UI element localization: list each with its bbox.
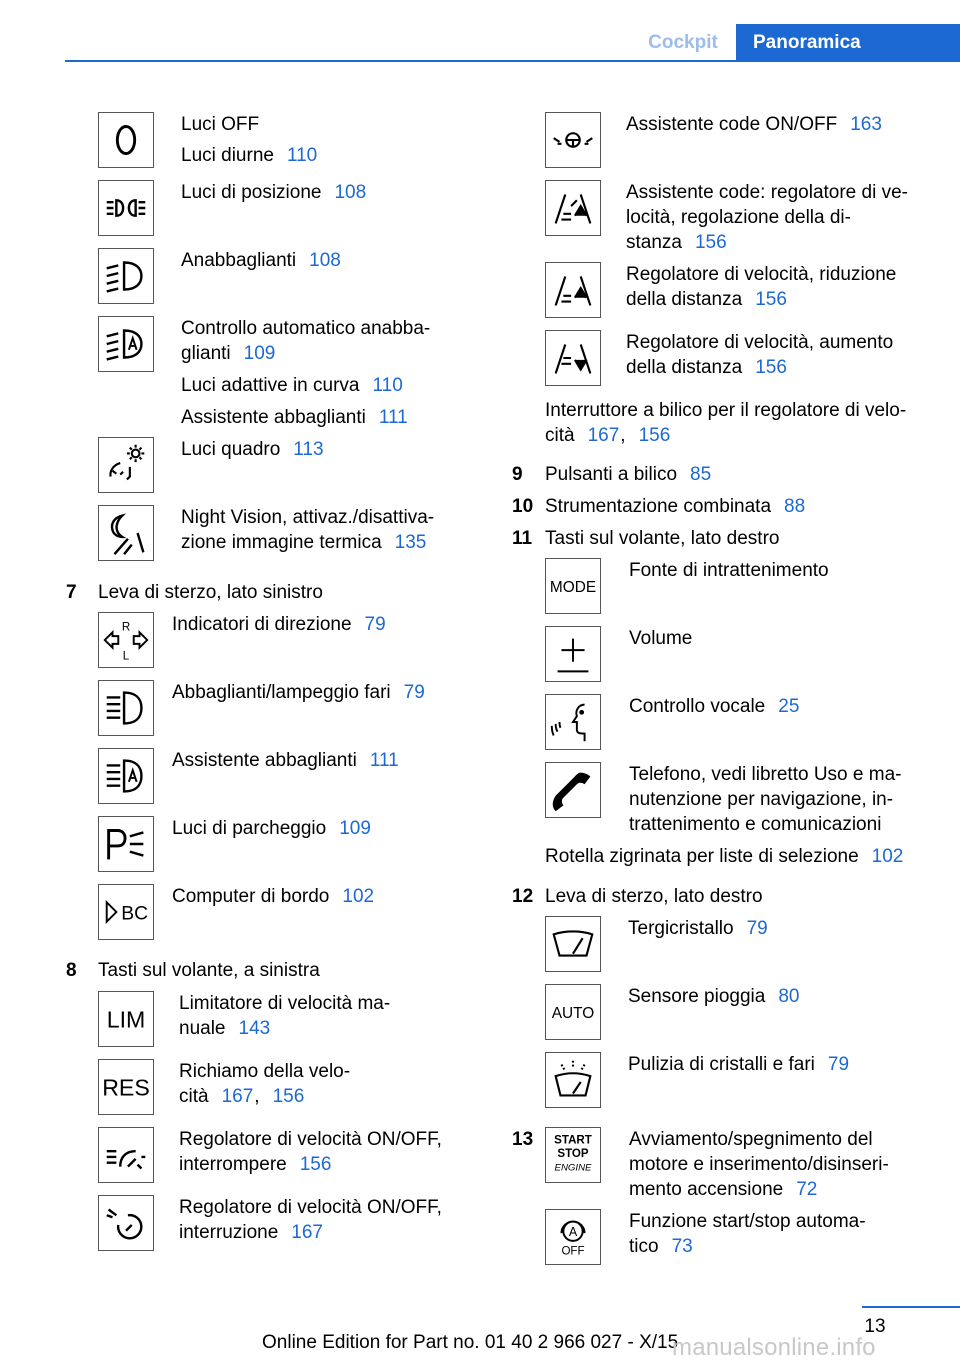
item-text: cità 167, 156 — [179, 1086, 305, 1107]
item-text: Luci adattive in curva 110 — [181, 375, 403, 396]
item-text: Luci di parcheggio 109 — [172, 818, 371, 839]
item-text: glianti 109 — [181, 343, 276, 364]
instrument-lighting-icon — [98, 437, 154, 493]
wiper-icon — [545, 916, 601, 972]
page-ref-link[interactable]: 79 — [364, 614, 386, 635]
washer-icon — [545, 1052, 601, 1108]
svg-text:A: A — [568, 1225, 578, 1240]
item-text: Abbaglianti/lampeggio fari 79 — [172, 682, 425, 703]
section-title: Leva di sterzo, lato destro — [545, 886, 763, 907]
page-ref-link[interactable]: 156 — [299, 1154, 332, 1175]
item-text: Night Vision, attivaz./disattiva- — [181, 507, 435, 528]
page-ref-link[interactable]: 80 — [778, 986, 800, 1007]
item-text: mento accensione 72 — [629, 1179, 818, 1200]
item-text: Controllo vocale 25 — [629, 696, 800, 717]
onboard-computer-icon — [98, 884, 154, 940]
item-text: della distanza 156 — [626, 289, 787, 310]
page-ref-link[interactable]: 156 — [638, 425, 671, 446]
section-title: Tasti sul volante, a sinistra — [98, 960, 320, 981]
page-ref-link[interactable]: 167 — [291, 1222, 323, 1243]
item-text: zione immagine termica 135 — [181, 532, 427, 553]
svg-text:RES: RES — [102, 1074, 150, 1101]
page-ref-link[interactable]: 109 — [243, 343, 276, 364]
page-ref-link[interactable]: 163 — [850, 114, 882, 135]
item-text: Richiamo della velo- — [179, 1061, 351, 1082]
section-number: 10 — [512, 496, 534, 517]
header-rule — [65, 60, 960, 62]
item-text: Rotella zigrinata per liste di selezione 102 — [545, 846, 904, 867]
item-text: Assistente abbaglianti 111 — [181, 407, 408, 428]
high-beam-assistant-icon — [98, 748, 154, 804]
volume-icon[interactable] — [545, 626, 601, 682]
item-text: Regolatore di velocità ON/OFF, — [179, 1197, 442, 1218]
svg-text:L: L — [122, 650, 130, 663]
svg-text:AUTO: AUTO — [551, 1004, 595, 1022]
item-text: Sensore pioggia 80 — [628, 986, 800, 1007]
item-text: cità 167, 156 — [545, 425, 671, 446]
section-number: 7 — [66, 582, 77, 603]
cruise-control-icon[interactable] — [98, 1127, 154, 1183]
section-number: 11 — [512, 528, 533, 549]
page-number: 13 — [864, 1316, 886, 1337]
item-text: nutenzione per navigazione, in- — [629, 789, 894, 810]
svg-text:LIM: LIM — [106, 1006, 146, 1033]
section-title: Pulsanti a bilico 85 — [545, 464, 712, 485]
high-beam-icon — [98, 680, 154, 736]
item-text: Pulizia di cristalli e fari 79 — [628, 1054, 850, 1075]
page-ref-link[interactable]: 108 — [334, 182, 367, 203]
section-title: Leva di sterzo, lato sinistro — [98, 582, 323, 603]
page-ref-link[interactable]: 113 — [293, 439, 324, 460]
item-text: Limitatore di velocità ma- — [179, 993, 391, 1014]
item-text: motore e inserimento/disinseri- — [629, 1154, 889, 1175]
lights-off-icon — [98, 112, 154, 168]
parking-light-icon — [98, 816, 154, 872]
page-ref-link[interactable]: 102 — [871, 846, 904, 867]
page-ref-link[interactable]: 156 — [272, 1086, 305, 1107]
svg-text:MODE: MODE — [549, 578, 597, 596]
svg-text:ENGINE: ENGINE — [554, 1162, 592, 1174]
voice-control-icon[interactable] — [545, 694, 601, 750]
section-number: 9 — [512, 464, 523, 485]
item-text: Luci quadro 113 — [181, 439, 324, 460]
header-active-tab[interactable]: Panoramica — [736, 24, 960, 61]
page-ref-link[interactable]: 79 — [403, 682, 425, 703]
page-ref-link[interactable]: 79 — [746, 918, 768, 939]
item-text: stanza 156 — [626, 232, 727, 253]
auto-headlight-icon — [98, 316, 154, 372]
item-text: Fonte di intrattenimento — [629, 560, 829, 581]
page-ref-link[interactable]: 167 — [221, 1086, 254, 1107]
distance-decrease-icon[interactable] — [545, 262, 601, 318]
page-ref-link[interactable]: 110 — [286, 145, 318, 166]
page-ref-link[interactable]: 72 — [796, 1179, 818, 1200]
footer-rule — [862, 1306, 960, 1308]
footer-edition: Online Edition for Part no. 01 40 2 966 027 - X/15 — [262, 1332, 679, 1353]
low-beam-icon — [98, 248, 154, 304]
item-text: Regolatore di velocità ON/OFF, — [179, 1129, 442, 1150]
item-text: della distanza 156 — [626, 357, 787, 378]
page-ref-link[interactable]: 143 — [238, 1018, 271, 1039]
item-text: Assistente code: regolatore di ve- — [626, 182, 908, 203]
phone-icon[interactable] — [545, 762, 601, 818]
item-text: nuale 143 — [179, 1018, 271, 1039]
item-text: Regolatore di velocità, riduzione — [626, 264, 897, 285]
page-ref-link[interactable]: 108 — [309, 250, 341, 271]
turn-signal-icon — [98, 612, 154, 668]
svg-text:R: R — [121, 621, 131, 634]
page-ref-link[interactable]: 156 — [755, 289, 787, 310]
item-text: Luci OFF — [181, 114, 260, 135]
page-ref-link[interactable]: 167 — [587, 425, 620, 446]
item-text: locità, regolazione della di- — [626, 207, 851, 228]
item-text: Luci diurne 110 — [181, 145, 318, 166]
item-text: Assistente code ON/OFF 163 — [626, 114, 882, 135]
svg-text:OFF: OFF — [561, 1245, 585, 1258]
item-text: Luci di posizione 108 — [181, 182, 367, 203]
page-ref-link[interactable]: 111 — [378, 407, 408, 428]
resume-speed-icon[interactable] — [98, 1059, 154, 1115]
item-text: Volume — [629, 628, 693, 649]
night-vision-icon — [98, 505, 154, 561]
item-text: Regolatore di velocità, aumento — [626, 332, 894, 353]
item-text: tico 73 — [629, 1236, 693, 1257]
header-section-tab[interactable]: Cockpit — [648, 32, 718, 53]
mode-icon[interactable] — [545, 558, 601, 614]
page-ref-link[interactable]: 111 — [369, 750, 399, 771]
parking-lights-icon — [98, 180, 154, 236]
item-text: interrompere 156 — [179, 1154, 332, 1175]
distance-control-icon[interactable] — [545, 180, 601, 236]
page-ref-link[interactable]: 73 — [671, 1236, 693, 1257]
start-stop-engine-icon[interactable] — [545, 1127, 601, 1183]
page-ref-link[interactable]: 79 — [827, 1054, 850, 1075]
cruise-interrupt-icon[interactable] — [98, 1195, 154, 1251]
page-ref-link[interactable]: 110 — [372, 375, 403, 396]
section-number: 12 — [512, 886, 534, 907]
page-ref-link[interactable]: 25 — [778, 696, 800, 717]
auto-start-stop-icon[interactable] — [545, 1209, 601, 1265]
item-text: trattenimento e comunicazioni — [629, 814, 882, 835]
distance-increase-icon[interactable] — [545, 330, 601, 386]
item-text: Controllo automatico anabba- — [181, 318, 431, 339]
page-ref-link[interactable]: 135 — [394, 532, 427, 553]
svg-text:START: START — [554, 1134, 592, 1147]
svg-text:BC: BC — [121, 903, 149, 925]
item-text: Anabbaglianti 108 — [181, 250, 341, 271]
page-ref-link[interactable]: 156 — [755, 357, 787, 378]
item-text: Telefono, vedi libretto Uso e ma- — [629, 764, 902, 785]
item-text: Tergicristallo 79 — [628, 918, 768, 939]
section-title: Tasti sul volante, lato destro — [545, 528, 780, 549]
section-title: Strumentazione combinata 88 — [545, 496, 806, 517]
item-text: Indicatori di direzione 79 — [172, 614, 386, 635]
item-text: Avviamento/spegnimento del — [629, 1129, 873, 1150]
svg-text:STOP: STOP — [557, 1147, 589, 1160]
item-text: interruzione 167 — [179, 1222, 323, 1243]
item-text: Funzione start/stop automa- — [629, 1211, 866, 1232]
page-ref-link[interactable]: 156 — [694, 232, 727, 253]
page-ref-link[interactable]: 88 — [784, 496, 806, 517]
item-text: Interruttore a bilico per il regolatore di velo- — [545, 400, 907, 421]
rain-sensor-icon — [545, 984, 601, 1040]
section-number: 13 — [512, 1129, 534, 1150]
item-text: Assistente abbaglianti 111 — [172, 750, 399, 771]
page-ref-link[interactable]: 85 — [690, 464, 712, 485]
traffic-jam-assistant-icon[interactable] — [545, 112, 601, 168]
page-ref-link[interactable]: 109 — [339, 818, 371, 839]
item-text: Computer di bordo 102 — [172, 886, 375, 907]
page-ref-link[interactable]: 102 — [342, 886, 375, 907]
speed-limiter-icon[interactable] — [98, 991, 154, 1047]
watermark: manualsonline.info — [672, 1334, 876, 1361]
section-number: 8 — [66, 960, 77, 981]
